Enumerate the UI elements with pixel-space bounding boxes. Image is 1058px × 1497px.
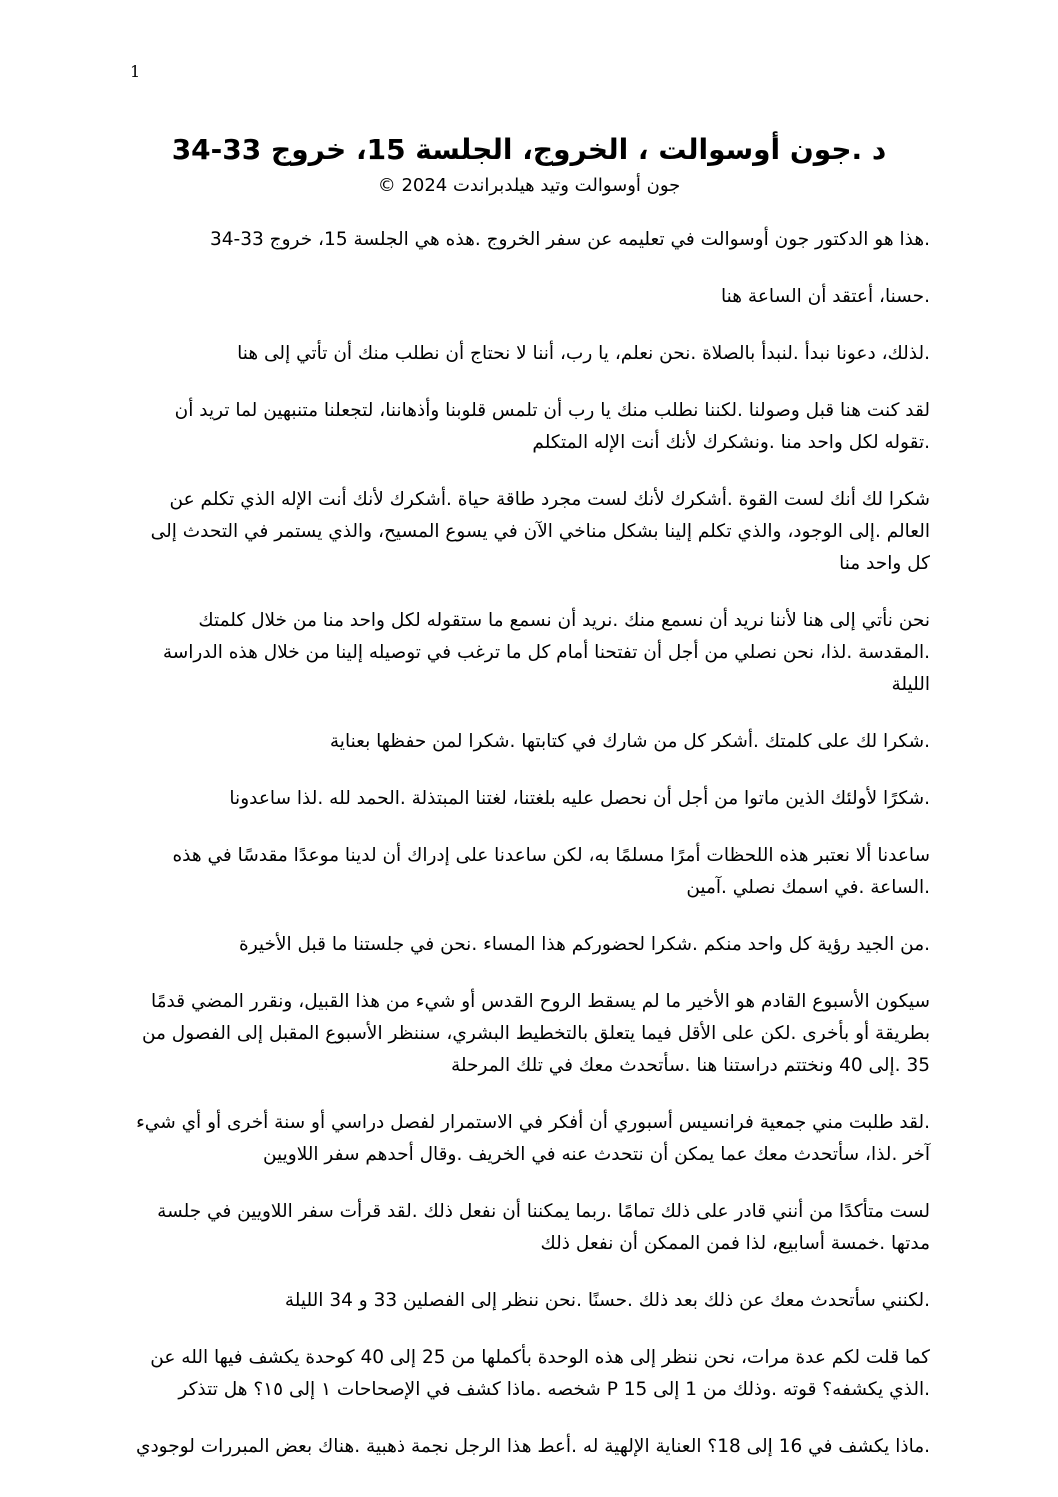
paragraph: كما قلت لكم عدة مرات، نحن ننظر إلى هذه الوحدة بأكملها من 25 إلى 40 كوحدة يكشف فيها الله عن .الذي يكشفه؟ قوته .وذلك من 1 إلى 15 P شخصه .ماذا كشف في الإصحاحات ١ إلى ١٥؟ هل تتذكر	[150, 1347, 930, 1400]
transcript-body	[132, 224, 930, 1488]
paragraph: نحن نأتي إلى هنا لأننا نريد أن نسمع منك .نريد أن نسمع ما ستقوله لكل واحد منا من خلال كلمتك .المقدسة .لذا، نحن نصلي من أجل أن تفتحنا أمام كل ما ترغب في توصيله إلينا من خلال هذه الدراسة الليلة	[162, 610, 930, 695]
paragraph: .ماذا يكشف في 16 إلى 18؟ العناية الإلهية له .أعط هذا الرجل نجمة ذهبية .هناك بعض المبررات لوجودي	[135, 1436, 930, 1457]
paragraph: .لقد طلبت مني جمعية فرانسيس أسبوري أن أفكر في الاستمرار لفصل دراسي أو سنة أخرى أو أي شيء آخر .لذا، سأتحدث معك عما يمكن أن نتحدث عنه في الخريف .وقال أحدهم سفر اللاويين	[136, 1112, 930, 1165]
paragraph: شكرا لك أنك لست القوة .أشكرك لأنك لست مجرد طاقة حياة .أشكرك لأنك أنت الإله الذي تكلم عن العالم .إلى الوجود، والذي تكلم إلينا بشكل مناخي الآن في يسوع المسيح، والذي يستمر في التحدث إلى كل واحد منا	[150, 489, 930, 574]
paragraph: .هذا هو الدكتور جون أوسوالت في تعليمه عن سفر الخروج .هذه هي الجلسة 15، خروج 33-34	[210, 229, 930, 250]
paragraph: لست متأكدًا من أنني قادر على ذلك تمامًا .ربما يمكننا أن نفعل ذلك .لقد قرأت سفر اللاويين في جلسة مدتها .خمسة أسابيع، لذا فمن الممكن أن نفعل ذلك	[157, 1201, 930, 1254]
paragraph: سيكون الأسبوع القادم هو الأخير ما لم يسقط الروح القدس أو شيء من هذا القبيل، ونقرر المضي قدمًا بطريقة أو بأخرى .لكن على الأقل فيما يتعلق بالتخطيط البشري، سننظر الأسبوع المقبل إلى الفصول من 35 .إلى 40 ونختتم دراستنا هنا .سأتحدث معك في تلك المرحلة	[141, 991, 930, 1076]
paragraph: .لكنني سأتحدث معك عن ذلك بعد ذلك .حسنًا .نحن ننظر إلى الفصلين 33 و 34 الليلة	[284, 1290, 930, 1311]
paragraph: .من الجيد رؤية كل واحد منكم .شكرا لحضوركم هذا المساء .نحن في جلستنا ما قبل الأخيرة	[239, 934, 930, 955]
paragraph: ساعدنا ألا نعتبر هذه اللحظات أمرًا مسلمًا به، لكن ساعدنا على إدراك أن لدينا موعدًا مقدسًا في هذه .الساعة .في اسمك نصلي .آمين	[172, 845, 930, 898]
paragraph: .شكرًا لأولئك الذين ماتوا من أجل أن نحصل عليه بلغتنا، لغتنا المبتذلة .الحمد لله .لذا ساعدونا	[229, 788, 930, 809]
page-number: 1	[130, 62, 141, 81]
paragraph: .حسنا، أعتقد أن الساعة هنا	[721, 286, 930, 307]
document-subtitle: جون أوسوالت وتيد هيلدبراندت 2024 ©	[377, 175, 681, 196]
paragraph: .شكرا لك على كلمتك .أشكر كل من شارك في كتابتها .شكرا لمن حفظها بعناية	[329, 731, 930, 752]
paragraph: لقد كنت هنا قبل وصولنا .لكننا نطلب منك يا رب أن تلمس قلوبنا وأذهاننا، لتجعلنا متنبهين لما تريد أن .تقوله لكل واحد منا .ونشكرك لأنك أنت الإله المتكلم	[174, 400, 930, 453]
document-title: د .جون أوسوالت ، الخروج، الجلسة 15، خروج 33-34	[171, 133, 887, 166]
paragraph: .لذلك، دعونا نبدأ .لنبدأ بالصلاة .نحن نعلم، يا رب، أننا لا نحتاج أن نطلب منك أن تأتي إلى هنا	[237, 343, 930, 364]
